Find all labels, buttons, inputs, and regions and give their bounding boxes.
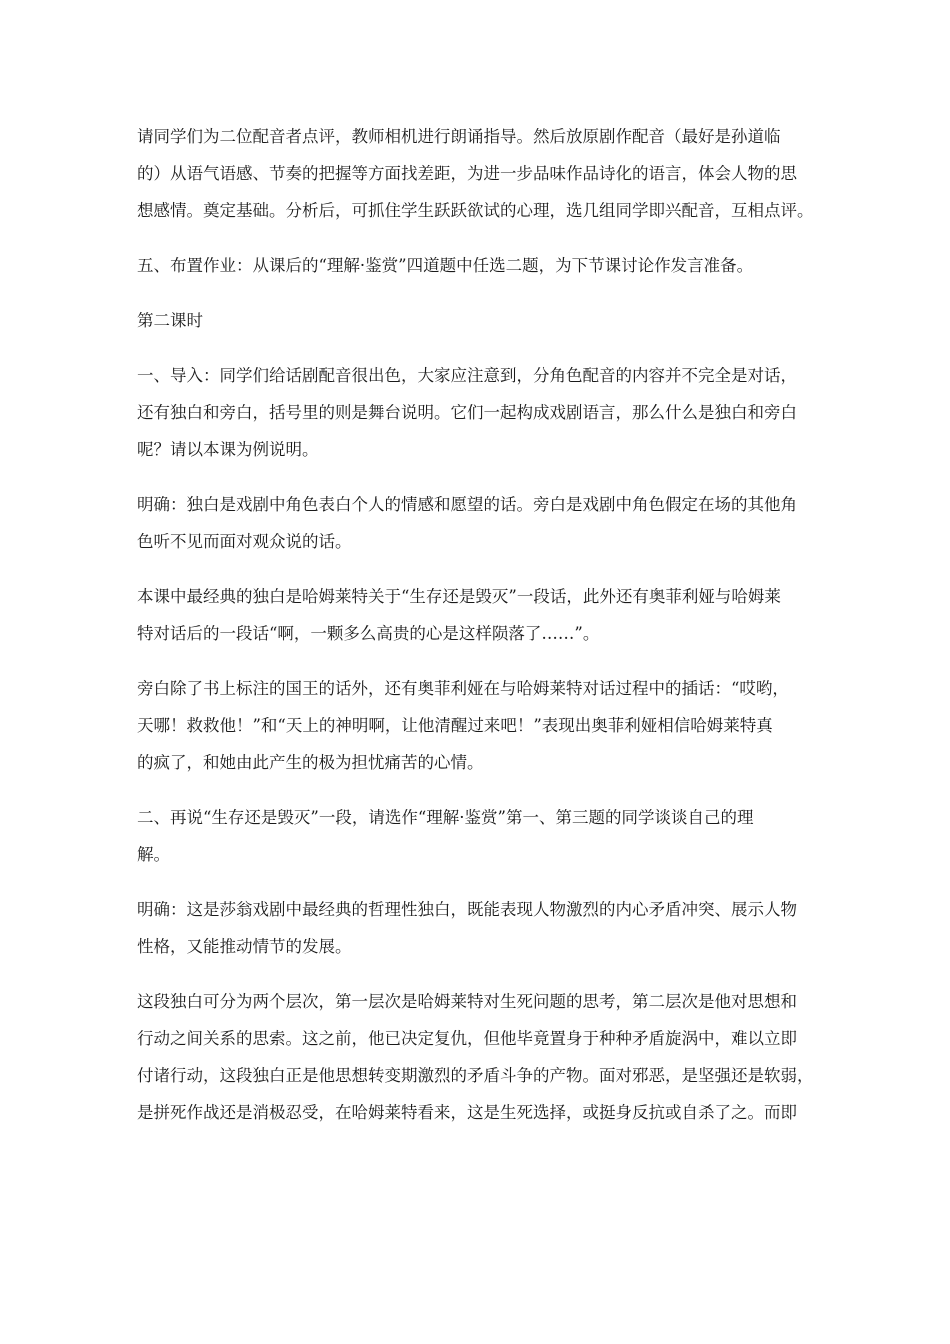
text-line: 第二课时	[137, 311, 203, 330]
paragraph-aside-examples	[137, 670, 827, 781]
text-line: 明确：独白是戏剧中角色表白个人的情感和愿望的话。旁白是戏剧中角色假定在场的其他角	[137, 495, 797, 514]
text-line: 色听不见而面对观众说的话。	[137, 532, 352, 551]
paragraph-introduction	[137, 357, 827, 468]
text-line: 行动之间关系的思索。这之前，他已决定复仇，但他毕竟置身于种种矛盾旋涡中，难以立即	[137, 1029, 797, 1048]
text-line: 一、导入：同学们给话剧配音很出色，大家应注意到，分角色配音的内容并不完全是对话，	[137, 366, 797, 385]
paragraph-philosophical-monologue	[137, 891, 827, 965]
paragraph-monologue-layers	[137, 983, 827, 1131]
text-line: 明确：这是莎翁戏剧中最经典的哲理性独白，既能表现人物激烈的内心矛盾冲突、展示人物	[137, 900, 797, 919]
text-line: 特对话后的一段话“啊，一颗多么高贵的心是这样陨落了……”。	[137, 624, 600, 643]
text-line: 付诸行动，这段独白正是他思想转变期激烈的矛盾斗争的产物。面对邪恶，是坚强还是软弱，	[137, 1066, 814, 1085]
text-line: 的）从语气语感、节奏的把握等方面找差距，为进一步品味作品诗化的语言，体会人物的思	[137, 164, 797, 183]
text-line: 五、布置作业：从课后的“理解·鉴赏”四道题中任选二题，为下节课讨论作发言准备。	[137, 256, 754, 275]
text-line: 想感情。奠定基础。分析后，可抓住学生跃跃欲试的心理，选几组同学即兴配音，互相点评。	[137, 201, 814, 220]
text-line: 这段独白可分为两个层次，第一层次是哈姆莱特对生死问题的思考，第二层次是他对思想和	[137, 992, 797, 1011]
paragraph-recitation-guidance	[137, 118, 827, 229]
section-heading-second-lesson	[137, 302, 827, 339]
text-line: 二、再说“生存还是毁灭”一段，请选作“理解·鉴赏”第一、第三题的同学谈谈自己的理	[137, 808, 754, 827]
paragraph-to-be-or-not	[137, 799, 827, 873]
text-line: 是拼死作战还是消极忍受，在哈姆莱特看来，这是生死选择，或挺身反抗或自杀了之。而即	[137, 1103, 797, 1122]
text-line: 本课中最经典的独白是哈姆莱特关于“生存还是毁灭”一段话，此外还有奥菲利娅与哈姆莱	[137, 587, 781, 606]
paragraph-homework	[137, 247, 827, 284]
text-line: 还有独白和旁白，括号里的则是舞台说明。它们一起构成戏剧语言，那么什么是独白和旁白	[137, 403, 797, 422]
text-line: 性格，又能推动情节的发展。	[137, 937, 352, 956]
text-line: 呢？请以本课为例说明。	[137, 440, 319, 459]
text-line: 旁白除了书上标注的国王的话外，还有奥菲利娅在与哈姆莱特对话过程中的插话：“哎哟，	[137, 679, 789, 698]
text-line: 请同学们为二位配音者点评，教师相机进行朗诵指导。然后放原剧作配音（最好是孙道临	[137, 127, 781, 146]
paragraph-classic-monologue	[137, 578, 827, 652]
text-line: 解。	[137, 845, 170, 864]
document-body	[137, 118, 827, 1149]
paragraph-definition	[137, 486, 827, 560]
text-line: 天哪！救救他！”和“天上的神明啊，让他清醒过来吧！”表现出奥菲利娅相信哈姆莱特真	[137, 716, 773, 735]
text-line: 的疯了，和她由此产生的极为担忧痛苦的心情。	[137, 753, 484, 772]
